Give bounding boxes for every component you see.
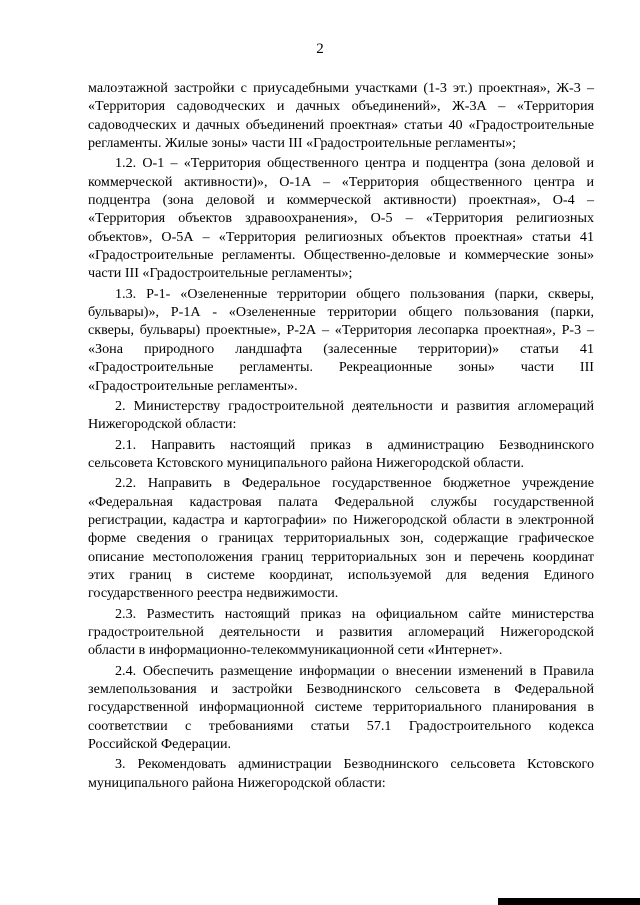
text-line: «Территория садоводческих и дачных объединений», Ж-3А – «Территория <box>88 98 594 115</box>
text-line: Нижегородской области: <box>88 416 237 433</box>
paragraph-first-line: 2.2. Направить в Федеральное государственное бюджетное учреждение <box>115 475 594 492</box>
paragraph-first-line: 3. Рекомендовать администрации Безводнинского сельсовета Кстовского <box>115 756 594 773</box>
text-line: части III «Градостроительные регламенты»; <box>88 265 353 282</box>
scan-edge-mark <box>498 898 640 905</box>
text-line: градостроительной деятельности и развития агломераций Нижегородской <box>88 623 594 640</box>
text-line: «Градостроительные регламенты». <box>88 377 298 394</box>
text-line: сельсовета Кстовского муниципального района Нижегородской области. <box>88 454 525 471</box>
text-line: регламенты. Жилые зоны» части III «Градостроительные регламенты»; <box>88 135 517 152</box>
text-line: этих границ в системе координат, используемой для ведения Единого <box>88 566 594 583</box>
text-line: области в информационно-телекоммуникационной сети «Интернет». <box>88 642 503 659</box>
text-line: объектов», О-5А – «Территория религиозных объектов проектная» статьи 41 <box>88 228 594 245</box>
text-line: малоэтажной застройки с приусадебными участками (1-3 эт.) проектная», Ж-3 – <box>88 80 594 96</box>
paragraph-first-line: 2.3. Разместить настоящий приказ на официальном сайте министерства <box>115 605 594 622</box>
text-line: описание местоположения границ территориальных зон и перечень координат <box>88 548 594 565</box>
text-line: подцентра (зона деловой и коммерческой активности) проектная», О-4 – <box>88 192 594 209</box>
text-line: государственной информационной системе территориального планирования в <box>88 699 594 716</box>
paragraph-first-line: 1.2. О-1 – «Территория общественного центра и подцентра (зона деловой и <box>115 155 594 172</box>
text-line: форме сведения о границах территориальных зон, содержащие графическое <box>88 530 594 547</box>
text-line: «Территория объектов здравоохранения», О-5 – «Территория религиозных <box>88 210 594 227</box>
text-line: Российской Федерации. <box>88 736 232 753</box>
text-line: государственного реестра недвижимости. <box>88 585 339 602</box>
paragraph-first-line: 2. Министерству градостроительной деятельности и развития агломераций <box>115 397 594 414</box>
text-line: садоводческих и дачных объединений проектная» статьи 40 «Градостроительные <box>88 116 594 133</box>
text-line: «Зона природного ландшафта (залесенные территории)» статьи 41 <box>88 340 594 357</box>
text-line: соответствии с требованиями статьи 57.1 Градостроительного кодекса <box>88 717 594 734</box>
text-line: бульвары)», Р-1А - «Озелененные территории общего пользования (парки, <box>88 304 594 321</box>
text-line: скверы, бульвары) проектные», Р-2А – «Территория лесопарка проектная», Р-3 – <box>88 322 594 339</box>
text-line: регистрации, кадастра и картографии» по Нижегородской области в электронной <box>88 511 594 528</box>
paragraph-first-line: 1.3. Р-1- «Озелененные территории общего пользования (парки, скверы, <box>115 285 594 302</box>
paragraph-first-line: 2.4. Обеспечить размещение информации о внесении изменений в Правила <box>115 662 594 679</box>
text-line: муниципального района Нижегородской области: <box>88 774 386 791</box>
text-line: «Градостроительные регламенты. Общественно-деловые и коммерческие зоны» <box>88 247 594 264</box>
text-line: «Федеральная кадастровая палата Федеральной службы государственной <box>88 493 594 510</box>
text-line: коммерческой активности)», О-1А – «Территория общественного центра и <box>88 173 594 190</box>
document-body <box>88 79 594 792</box>
paragraph-first-line: 2.1. Направить настоящий приказ в администрацию Безводнинского <box>115 436 594 453</box>
text-line: землепользования и застройки Безводнинского сельсовета в Федеральной <box>88 681 594 697</box>
page-number: 2 <box>316 41 324 57</box>
text-line: «Градостроительные регламенты. Рекреационные зоны» части III <box>88 359 594 376</box>
